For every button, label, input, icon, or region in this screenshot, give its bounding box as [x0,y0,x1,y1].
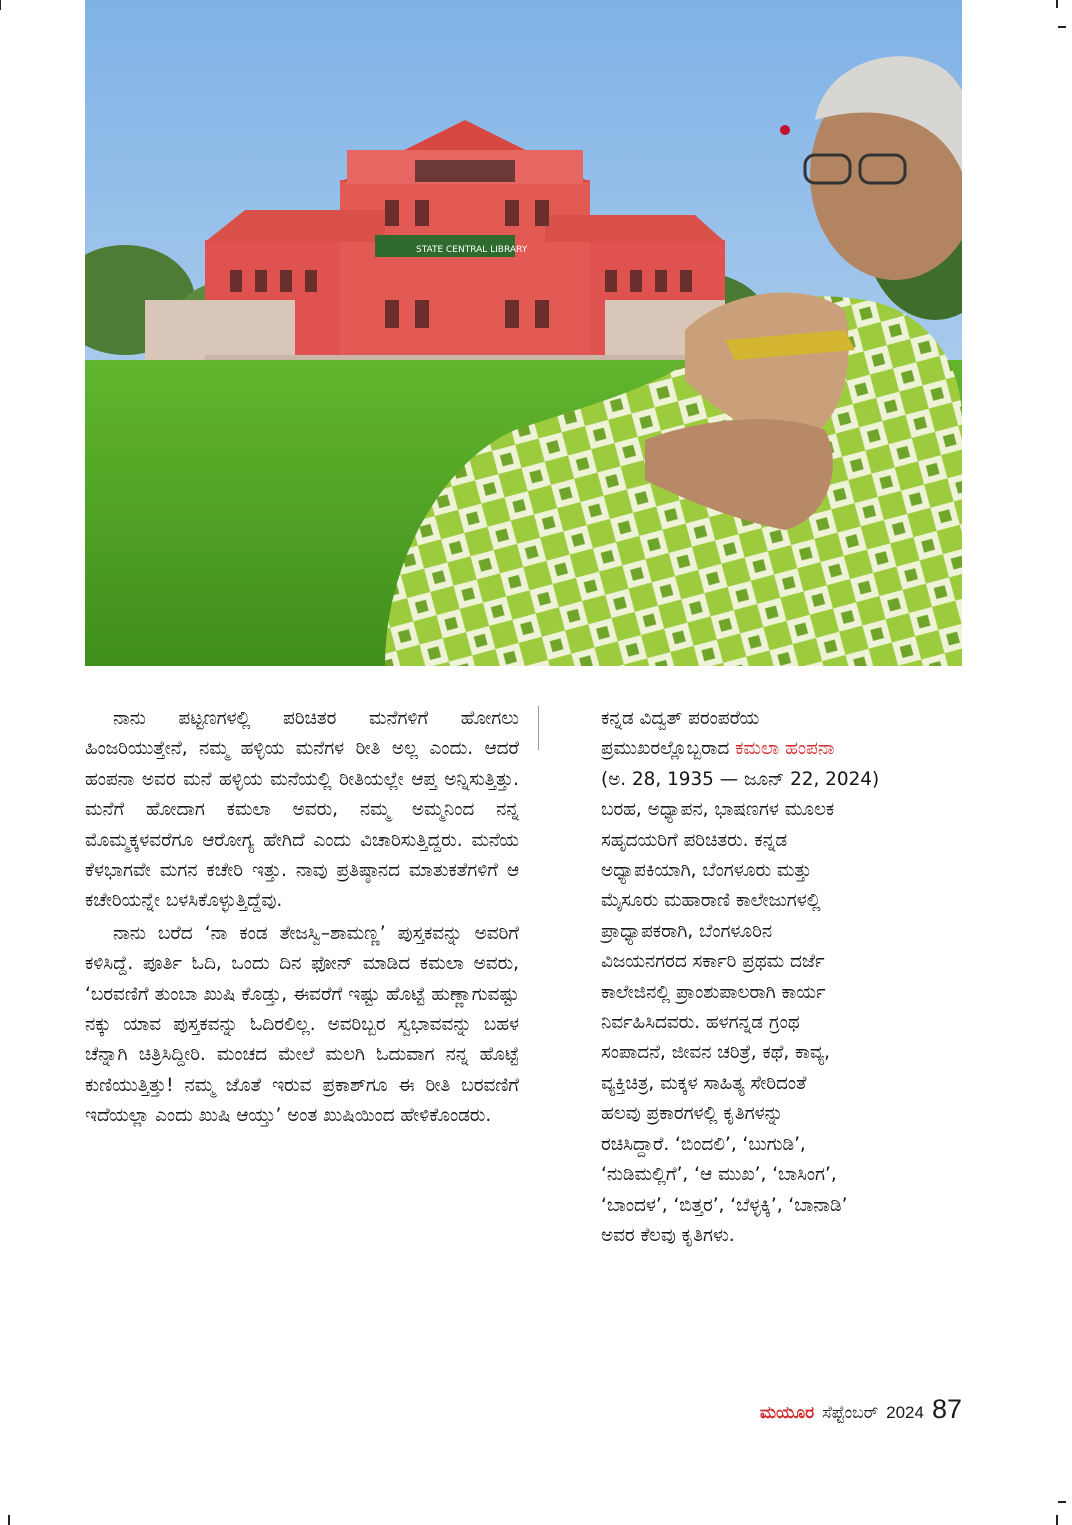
bio-line: ವಿಜಯನಗರದ ಸರ್ಕಾರಿ ಪ್ರಥಮ ದರ್ಜೆ [601,951,825,973]
bio-line: ಸಂಪಾದನೆ, ಜೀವನ ಚರಿತ್ರೆ, ಕಥೆ, ಕಾವ್ಯ, [601,1042,831,1064]
crop-mark [1058,1501,1066,1503]
bio-dates: (ಅ. 28, 1935 — ಜೂನ್ 22, 2024) [601,768,880,790]
page-footer [760,1394,962,1430]
bio-line: ‘ನುಡಿಮಲ್ಲಿಗೆ’, ‘ಆ ಮುಖ’, ‘ಬಾಸಿಂಗ’, [601,1164,837,1186]
column-divider [538,706,539,750]
hero-photo [85,0,962,666]
bio-line: ರಚಿಸಿದ್ದಾರೆ. ‘ಬಿಂದಲಿ’, ‘ಬುಗುಡಿ’, [601,1133,806,1155]
issue-month: ಸೆಪ್ಟೆಂಬರ್ [822,1403,879,1423]
paragraph: ನಾನು ಬರೆದ ‘ನಾ ಕಂಡ ತೇಜಸ್ವಿ–ಶಾಮಣ್ಣ’ ಪುಸ್ತಕವನ್ನು ಅವರಿಗೆ ಕಳಿಸಿದ್ದೆ. ಪೂರ್ತಿ ಓದಿ, ಒಂದು ದಿನ ಫೋನ್ ಮಾಡಿದ ಕಮಲಾ ಅವರು, ‘ಬರವಣಿಗೆ ತುಂಬಾ ಖುಷಿ ಕೊಡ್ತು, ಈವರೆಗೆ ಇಷ್ಟು ಹೊಟ್ಟೆ ಹುಣ್ಣಾಗುವಷ್ಟು ನಕ್ಕು ಯಾವ ಪುಸ್ತಕವನ್ನು ಓದಿರಲಿಲ್ಲ. ಅವರಿಬ್ಬರ ಸ್ವಭಾವವನ್ನು ಬಹಳ ಚೆನ್ನಾಗಿ ಚಿತ್ರಿಸಿದ್ದೀರಿ. ಮಂಚದ ಮೇಲೆ ಮಲಗಿ ಓದುವಾಗ ನನ್ನ ಹೊಟ್ಟೆ ಕುಣಿಯುತ್ತಿತ್ತು! ನಮ್ಮ ಜೊತೆ ಇರುವ ಪ್ರಕಾಶ್‌ಗೂ ಈ ರೀತಿ ಬರವಣಿಗೆ ಇದೆಯಲ್ಲಾ ಎಂದು ಖುಷಿ ಆಯ್ತು’ ಅಂತ ಖುಷಿಯಿಂದ ಹೇಳಿಕೊಂಡರು. [85,922,519,1127]
bio-line: ವ್ಯಕ್ತಿಚಿತ್ರ, ಮಕ್ಕಳ ಸಾಹಿತ್ಯ ಸೇರಿದಂತೆ [601,1072,807,1094]
bio-line: ಸಹೃದಯರಿಗೆ ಪರಿಚಿತರು. ಕನ್ನಡ [601,829,788,851]
magazine-brand: ಮಯೂರ [759,1403,815,1423]
bio-line: ಕಾಲೇಜಿನಲ್ಲಿ ಪ್ರಾಂಶುಪಾಲರಾಗಿ ಕಾರ್ಯ [601,981,826,1003]
paragraph: ನಾನು ಪಟ್ಟಣಗಳಲ್ಲಿ ಪರಿಚಿತರ ಮನೆಗಳಿಗೆ ಹೋಗಲು ಹಿಂಜರಿಯುತ್ತೇನೆ, ನಮ್ಮ ಹಳ್ಳಿಯ ಮನೆಗಳ ರೀತಿ ಅಲ್ಲ ಎಂದು. ಆದರೆ ಹಂಪನಾ ಅವರ ಮನೆ ಹಳ್ಳಿಯ ಮನೆಯಲ್ಲಿ ರೀತಿಯಲ್ಲೇ ಆಪ್ತ ಅನ್ನಿಸುತ್ತಿತ್ತು. ಮನೆಗೆ ಹೋದಾಗ ಕಮಲಾ ಅವರು, ನಮ್ಮ ಅಮ್ಮನಿಂದ ನನ್ನ ಮೊಮ್ಮಕ್ಕಳವರೆಗೂ ಆರೋಗ್ಯ ಹೇಗಿದೆ ಎಂದು ವಿಚಾರಿಸುತ್ತಿದ್ದರು. ಮನೆಯ ಕೆಳಭಾಗವೇ ಮಗನ ಕಚೇರಿ ಇತ್ತು. ನಾವು ಪ್ರತಿಷ್ಠಾನದ ಮಾತುಕತೆಗಳಿಗೆ ಆ ಕಚೇರಿಯನ್ನೇ ಬಳಸಿಕೊಳ್ಳುತ್ತಿದ್ದೆವು. [85,708,519,912]
library-sign: STATE CENTRAL LIBRARY [416,245,528,255]
crop-mark [1056,1515,1058,1525]
crop-mark [1056,0,1058,8]
bio-line: ‘ಬಾಂದಳ’, ‘ಬಿತ್ತರ’, ‘ಬೆಳ್ಳಕ್ಕಿ’, ‘ಬಾನಾಡಿ’ [601,1194,848,1216]
bio-text: ಪ್ರಮುಖರಲ್ಲೊಬ್ಬರಾದ [601,738,736,760]
crop-mark [1058,26,1066,28]
bio-line: ಬರಹ, ಅಧ್ಯಾಪನ, ಭಾಷಣಗಳ ಮೂಲಕ [601,799,835,821]
bio-line: ಪ್ರಾಧ್ಯಾಪಕರಾಗಿ, ಬೆಂಗಳೂರಿನ [601,920,773,942]
bio-line [601,734,956,764]
bio-line: ಅವರ ಕೆಲವು ಕೃತಿಗಳು. [601,1224,735,1246]
highlighted-name: ಕಮಲಾ ಹಂಪನಾ [735,738,835,760]
article-left-column [85,704,519,1132]
issue-year: 2024 [886,1403,924,1422]
photo-illustration [85,0,962,666]
crop-mark [0,0,1,10]
crop-mark [8,1515,10,1525]
bio-line: ಅಧ್ಯಾಪಕಿಯಾಗಿ, ಬೆಂಗಳೂರು ಮತ್ತು [601,860,812,882]
bio-line: ಮೈಸೂರು ಮಹಾರಾಣಿ ಕಾಲೇಜುಗಳಲ್ಲಿ [601,890,821,912]
bio-line: ನಿರ್ವಹಿಸಿದವರು. ಹಳಗನ್ನಡ ಗ್ರಂಥ [601,1012,800,1034]
author-bio-column [601,704,956,1251]
bio-line: ಕನ್ನಡ ವಿದ್ವತ್ ಪರಂಪರೆಯ [601,708,760,729]
bio-line: ಹಲವು ಪ್ರಕಾರಗಳಲ್ಲಿ ಕೃತಿಗಳನ್ನು [601,1103,784,1125]
page-number: 87 [931,1394,962,1424]
